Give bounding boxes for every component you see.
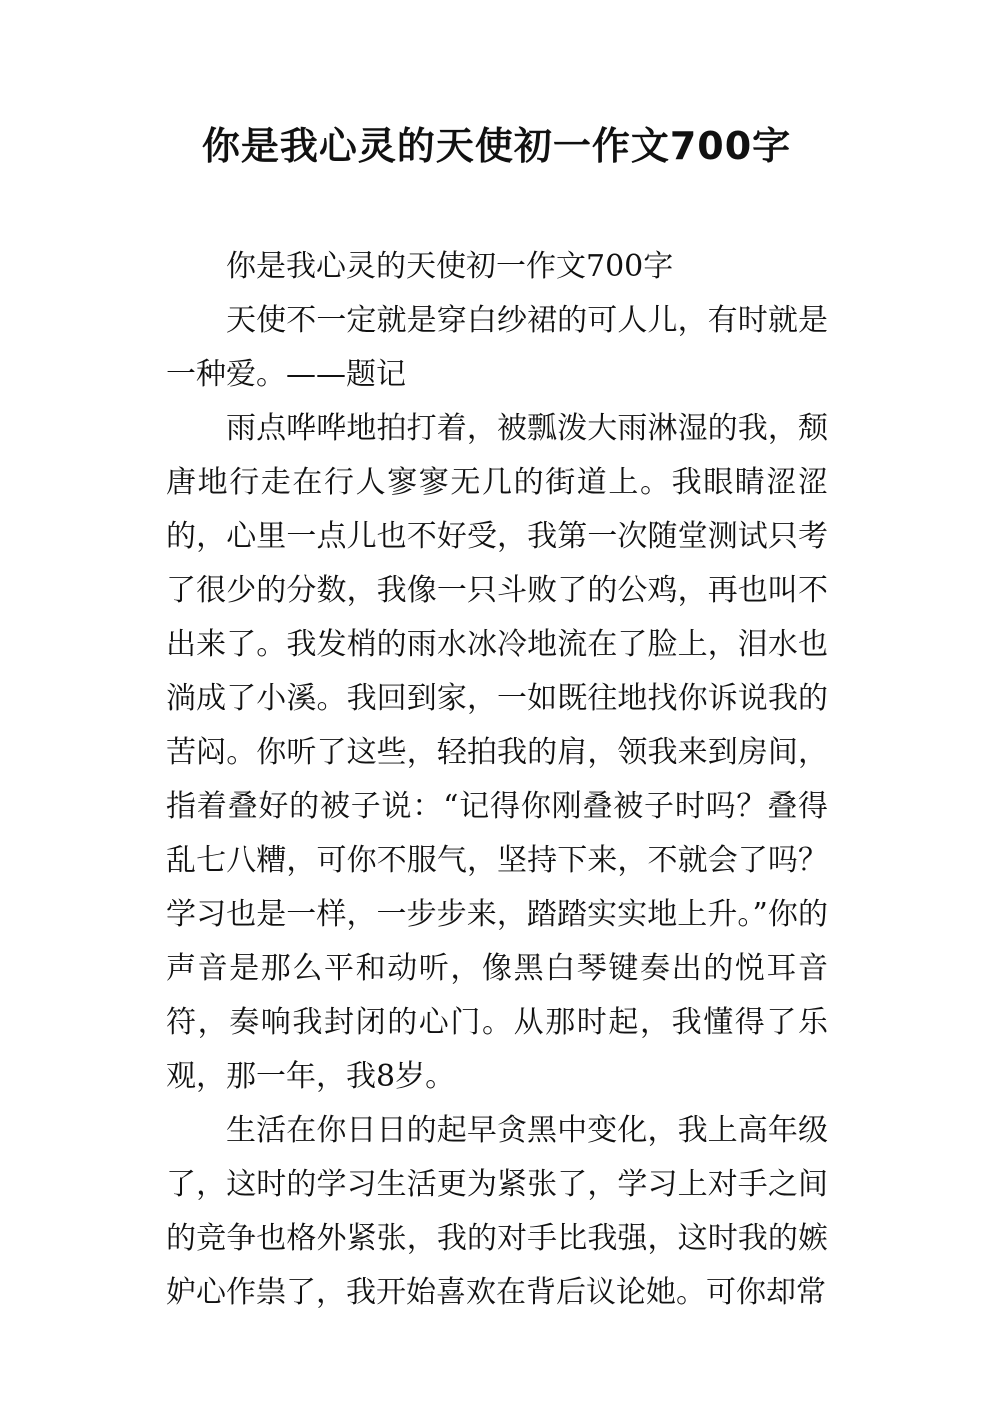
document-body — [166, 240, 828, 1320]
paragraph-story-2: 生活在你日日的起早贪黑中变化，我上高年级了，这时的学习生活更为紧张了，学习上对手之间的竞争也格外紧张，我的对手比我强，这时我的嫉妒心作祟了，我开始喜欢在背后议论她。可你却常 — [166, 1113, 828, 1310]
paragraph-epigraph: 天使不一定就是穿白纱裙的可人儿，有时就是一种爱。——题记 — [166, 303, 828, 392]
page-title: 你是我心灵的天使初一作文700字 — [201, 124, 792, 168]
paragraph-story-1: 雨点哗哗地拍打着，被瓢泼大雨淋湿的我，颓唐地行走在行人寥寥无几的街道上。我眼睛涩涩的，心里一点儿也不好受，我第一次随堂测试只考了很少的分数，我像一只斗败了的公鸡，再也叫不出来了。我发梢的雨水冰冷地流在了脸上，泪水也淌成了小溪。我回到家，一如既往地找你诉说我的苦闷。你听了这些，轻拍我的肩，领我来到房间，指着叠好的被子说：“记得你刚叠被子时吗？叠得乱七八糟，可你不服气，坚持下来，不就会了吗？学习也是一样，一步步来，踏踏实实地上升。”你的声音是那么平和动听，像黑白琴键奏出的悦耳音符，奏响我封闭的心门。从那时起，我懂得了乐观，那一年，我8岁。 — [166, 411, 828, 1094]
paragraph-subtitle: 你是我心灵的天使初一作文700字 — [226, 249, 674, 284]
